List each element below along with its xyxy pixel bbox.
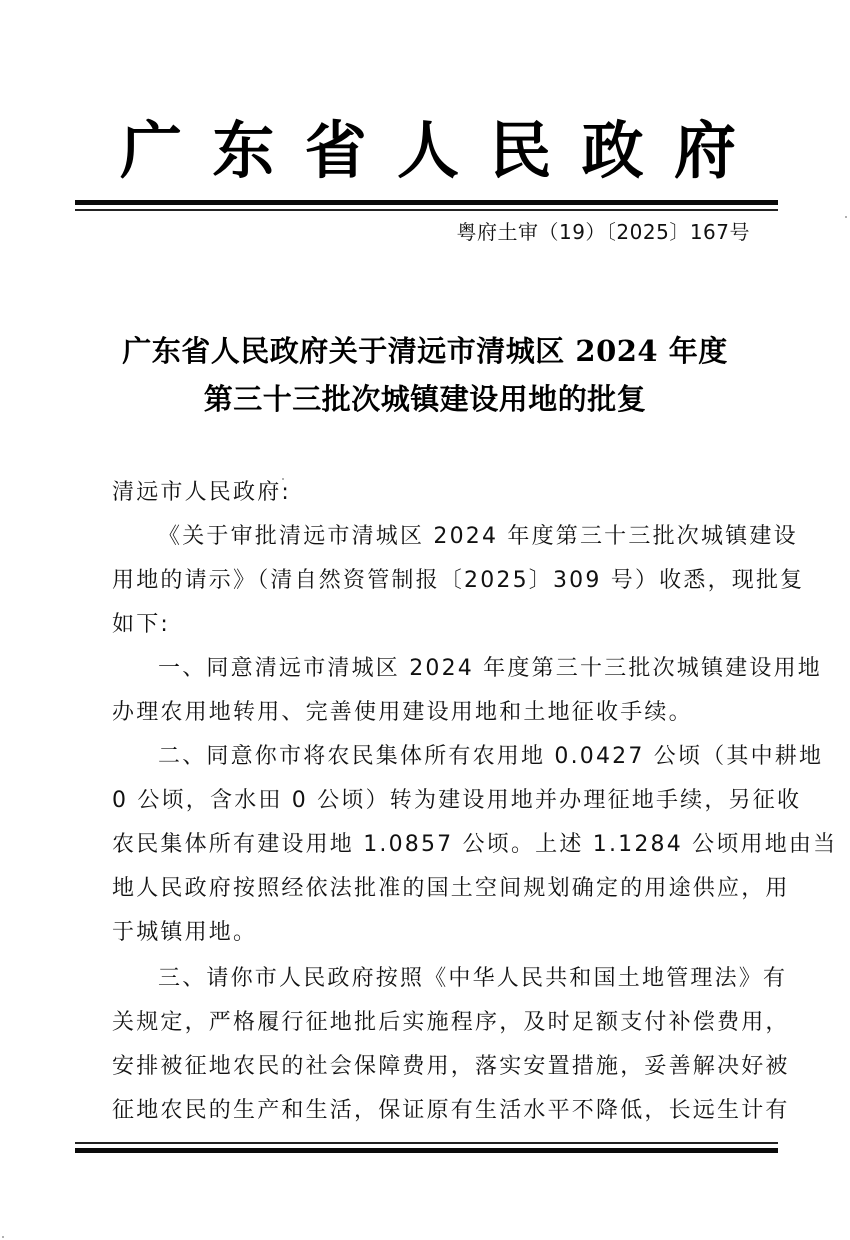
masthead-char: 民 (489, 114, 552, 187)
masthead-char: 广 (120, 114, 183, 187)
masthead-char: 省 (304, 114, 367, 187)
body-line: 征地农民的生产和生活，保证原有生活水平不降低，长远生计有 (112, 1098, 790, 1123)
body-line: 一、同意清远市清城区 2024 年度第三十三批次城镇建设用地 (158, 656, 822, 681)
document-number: 粤府土审（19）〔2025〕167号 (456, 220, 750, 244)
header-rule-thick (75, 200, 778, 205)
body-line: 安排被征地农民的社会保障费用，落实安置措施，妥善解决好被 (112, 1054, 790, 1079)
masthead-char: 政 (581, 114, 644, 187)
scan-speck (282, 478, 284, 480)
body-line: 关规定，严格履行征地批后实施程序，及时足额支付补偿费用， (112, 1010, 790, 1035)
document-title-line-2: 第三十三批次城镇建设用地的批复 (203, 382, 647, 416)
footer-rule-thin (75, 1142, 778, 1144)
body-line: 用地的请示》（清自然资管制报〔2025〕309 号）收悉，现批复 (112, 568, 805, 593)
body-line: 《关于审批清远市清城区 2024 年度第三十三批次城镇建设 (158, 524, 798, 549)
body-line: 三、请你市人民政府按照《中华人民共和国土地管理法》有 (158, 966, 788, 991)
footer-rule-thick (75, 1148, 778, 1153)
body-line: 办理农用地转用、完善使用建设用地和土地征收手续。 (112, 700, 693, 725)
masthead-char: 人 (396, 114, 459, 187)
header-rule-thin (75, 209, 778, 211)
body-line: 二、同意你市将农民集体所有农用地 0.0427 公顷（其中耕地 (158, 744, 824, 769)
scan-speck (2, 1236, 4, 1238)
masthead-char: 府 (673, 114, 736, 187)
body-line: 地人民政府按照经依法批准的国土空间规划确定的用途供应，用 (112, 876, 790, 901)
body-line: 如下: (112, 612, 171, 637)
salutation: 清远市人民政府: (112, 480, 292, 505)
body-line: 农民集体所有建设用地 1.0857 公顷。上述 1.1284 公顷用地由当 (112, 832, 838, 857)
document-title-line-1: 广东省人民政府关于清远市清城区 2024 年度 (122, 334, 728, 368)
body-line: 于城镇用地。 (112, 920, 258, 945)
body-line: 0 公顷，含水田 0 公顷）转为建设用地并办理征地手续，另征收 (112, 788, 802, 813)
issuer-masthead (75, 112, 778, 190)
scan-speck (845, 216, 847, 218)
masthead-char: 东 (212, 114, 275, 187)
